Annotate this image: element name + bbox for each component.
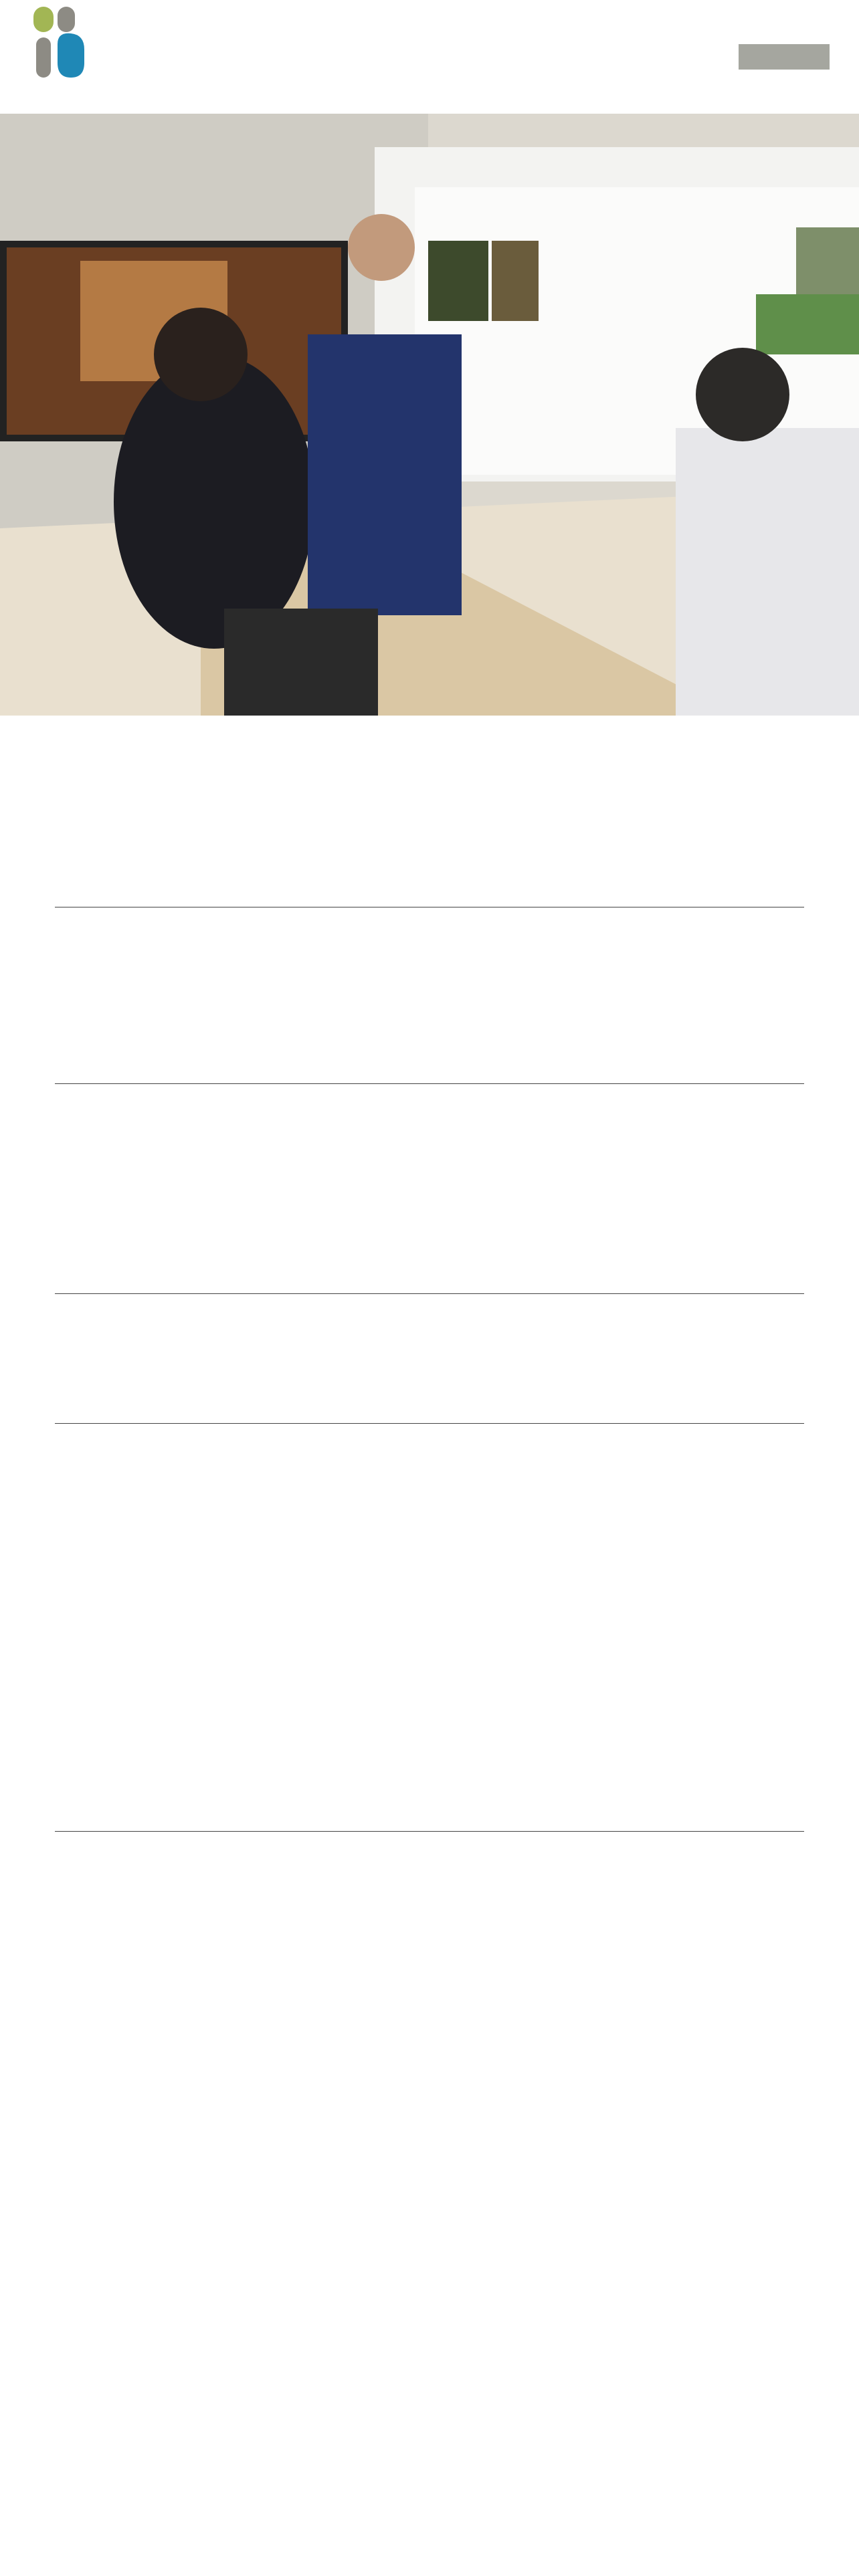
hanz-logo-mark: [32, 5, 86, 79]
site-header: [0, 0, 859, 114]
section-divider: [55, 1083, 804, 1084]
hanz-logo[interactable]: [32, 5, 86, 109]
section-divider: [55, 1293, 804, 1294]
section-divider: [55, 1423, 804, 1424]
section-divider: [55, 1831, 804, 1832]
hero-caption: [120, 366, 739, 392]
hero-photo-meeting: [0, 114, 859, 716]
hero-section: [0, 114, 859, 716]
hanz-group-button[interactable]: [739, 44, 830, 70]
